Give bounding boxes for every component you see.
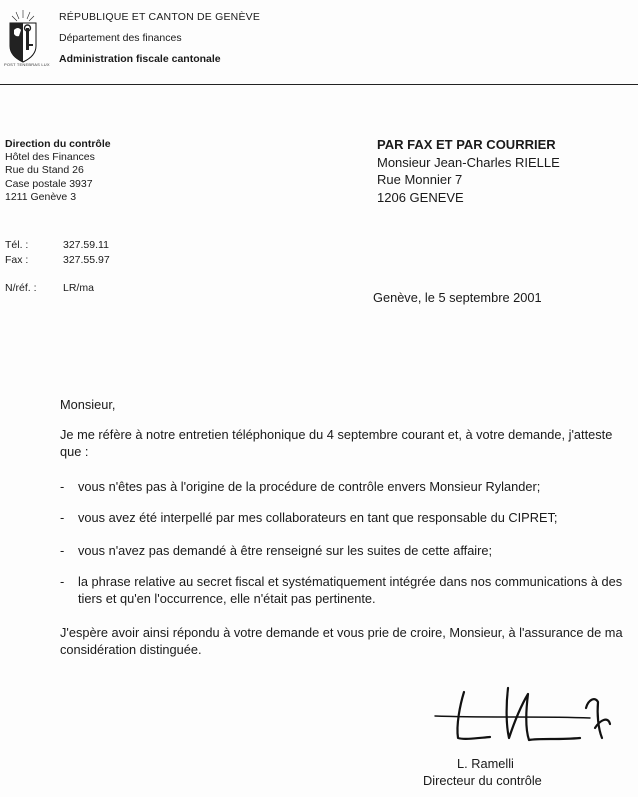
delivery-mode: PAR FAX ET PAR COURRIER xyxy=(377,137,556,152)
phone-value: 327.59.11 xyxy=(63,239,109,251)
list-item-text: vous avez été interpellé par mes collaborateurs en tant que responsable du CIPRET; xyxy=(78,510,558,525)
fax-line xyxy=(5,254,110,266)
recipient-line: 1206 GENEVE xyxy=(377,189,464,205)
recipient-line: Rue Monnier 7 xyxy=(377,172,463,187)
sender-line: Hôtel des Finances xyxy=(5,151,95,164)
sender-line: Case postale 3937 xyxy=(5,177,93,190)
phone-line xyxy=(5,239,109,251)
sender-line: Rue du Stand 26 xyxy=(5,164,84,177)
reference-label: N/réf. : xyxy=(5,282,37,294)
signatory-title: Directeur du contrôle xyxy=(423,773,542,788)
header-divider xyxy=(0,84,638,85)
list-item-text: vous n'êtes pas à l'origine de la procédure de contrôle envers Monsieur Rylander; xyxy=(78,479,541,494)
list-item-text: vous n'avez pas demandé à être renseigné sur les suites de cette affaire; xyxy=(78,543,493,558)
closing-paragraph: J'espère avoir ainsi répondu à votre demande et vous prie de croire, Monsieur, à l'assurance de ma considération distinguée. xyxy=(60,625,623,657)
handwritten-signature xyxy=(430,680,620,750)
republic-heading: RÉPUBLIQUE ET CANTON DE GENÈVE xyxy=(59,11,261,23)
intro-paragraph: Je me réfère à notre entretien téléphonique du 4 septembre courant et, à votre demande, j'atteste que : xyxy=(60,427,613,459)
recipient-address xyxy=(377,136,560,206)
recipient-line: Monsieur Jean-Charles RIELLE xyxy=(377,154,560,170)
administration-heading: Administration fiscale cantonale xyxy=(59,53,221,65)
list-item-text: la phrase relative au secret fiscal et systématiquement intégrée dans nos communications à des tiers et qu'en l'occurrence, elle n'était pas pertinente. xyxy=(78,574,623,606)
sender-line: 1211 Genève 3 xyxy=(5,190,77,203)
department-heading: Département des finances xyxy=(59,32,182,44)
bullet-dash: - xyxy=(60,543,65,558)
reference-line xyxy=(5,282,94,294)
reference-value: LR/ma xyxy=(63,282,94,294)
bullet-dash: - xyxy=(60,574,65,589)
sender-title: Direction du contrôle xyxy=(5,138,111,150)
letter-date: Genève, le 5 septembre 2001 xyxy=(373,290,542,305)
bullet-dash: - xyxy=(60,479,65,494)
fax-label: Fax : xyxy=(5,254,29,266)
fax-value: 327.55.97 xyxy=(63,254,110,266)
salutation: Monsieur, xyxy=(60,397,116,412)
phone-label: Tél. : xyxy=(5,239,29,251)
bullet-dash: - xyxy=(60,510,65,525)
signatory-name: L. Ramelli xyxy=(457,756,514,771)
sender-address xyxy=(5,138,111,204)
geneva-crest-icon xyxy=(4,8,42,68)
crest-motto: POST TENEBRAS LUX xyxy=(4,62,50,67)
